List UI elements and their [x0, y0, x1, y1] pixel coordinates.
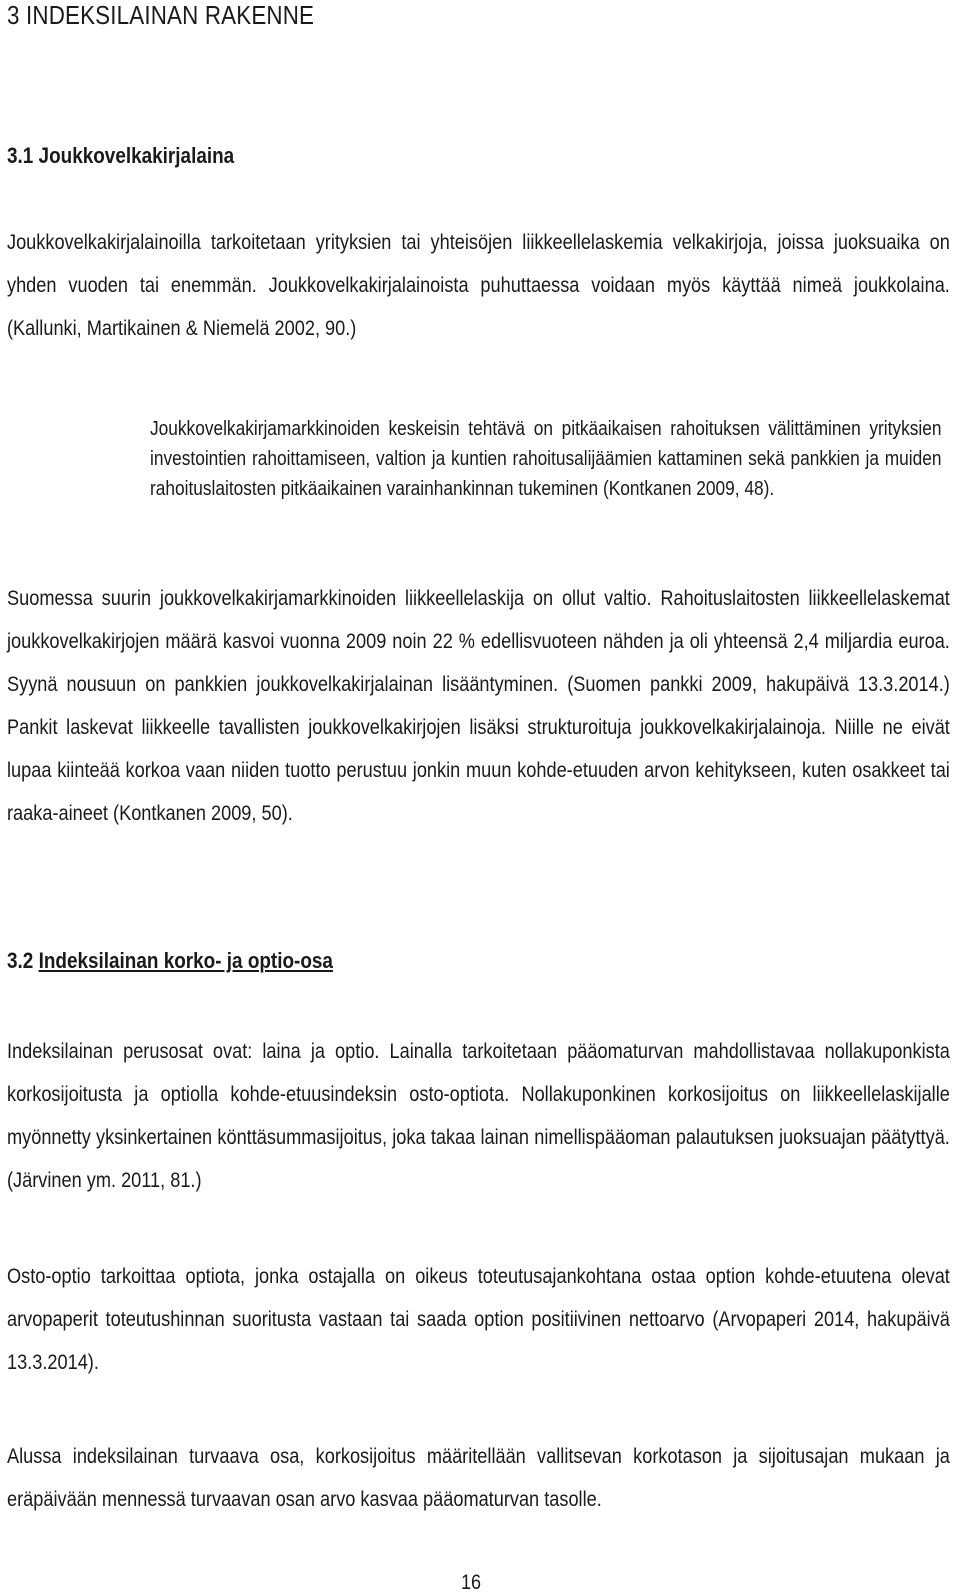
- section-heading-3-2: [7, 947, 333, 975]
- section-3-2-paragraph-1: Indeksilainan perusosat ovat: laina ja optio. Lainalla tarkoitetaan pääomaturvan mahdollistavaa nollakuponkista korkosijoitusta ja optiolla kohde-etuusindeksin osto-optiota. Nollakuponkinen korkosijoitus on liikkeellelaskijalle myönnetty yksinkertainen könttäsummasijoitus, joka takaa lainan nimellispääoman palautuksen juoksuajan päätyttyä. (Järvinen ym. 2011, 81.): [7, 1040, 950, 1192]
- section-3-1-paragraph-2: Suomessa suurin joukkovelkakirjamarkkinoiden liikkeellelaskija on ollut valtio. Rahoituslaitosten liikkeellelaskemat joukkovelkakirjojen määrä kasvoi vuonna 2009 noin 22 % edellisvuoteen nähden ja oli yhteensä 2,4 miljardia euroa. Syynä nousuun on pankkien joukkovelkakirjalainan lisääntyminen. (Suomen pankki 2009, hakupäivä 13.3.2014.) Pankit laskevat liikkeelle tavallisten joukkovelkakirjojen lisäksi strukturoituja joukkovelkakirjalainoja. Niille ne eivät lupaa kiinteää korkoa vaan niiden tuotto perustuu jonkin muun kohde-etuuden arvon kehitykseen, kuten osakkeet tai raaka-aineet (Kontkanen 2009, 50).: [7, 587, 950, 825]
- section-3-1-paragraph-1: Joukkovelkakirjalainoilla tarkoitetaan yrityksien tai yhteisöjen liikkeellelaskemia velkakirjoja, joissa juoksuaika on yhden vuoden tai enemmän. Joukkovelkakirjalainoista puhuttaessa voidaan myös käyttää nimeä joukkolaina. (Kallunki, Martikainen & Niemelä 2002, 90.): [7, 231, 950, 340]
- page-number: 16: [461, 1571, 482, 1594]
- section-3-2-paragraph-3: Alussa indeksilainan turvaava osa, korkosijoitus määritellään vallitsevan korkotason ja sijoitusajan mukaan ja eräpäivään mennessä turvaavan osan arvo kasvaa pääomaturvan tasolle.: [7, 1445, 950, 1511]
- section-number: 3.2: [7, 948, 34, 973]
- section-3-1-block-quote: Joukkovelkakirjamarkkinoiden keskeisin tehtävä on pitkäaikaisen rahoituksen välittäminen yrityksien investointien rahoittamiseen, valtion ja kuntien rahoitusalijäämien kattaminen sekä pankkien ja muiden rahoituslaitosten pitkäaikainen varainhankinnan tukeminen (Kontkanen 2009, 48).: [150, 418, 942, 500]
- section-title: Indeksilainan korko- ja optio-osa: [38, 948, 333, 973]
- chapter-heading: 3 INDEKSILAINAN RAKENNE: [7, 0, 315, 30]
- section-heading-3-1: 3.1 Joukkovelkakirjalaina: [7, 143, 235, 168]
- section-3-2-paragraph-2: Osto-optio tarkoittaa optiota, jonka ostajalla on oikeus toteutusajankohtana ostaa option kohde-etuutena olevat arvopaperit toteutushinnan suoritusta vastaan tai saada option positiivinen nettoarvo (Arvopaperi 2014, hakupäivä 13.3.2014).: [7, 1265, 950, 1374]
